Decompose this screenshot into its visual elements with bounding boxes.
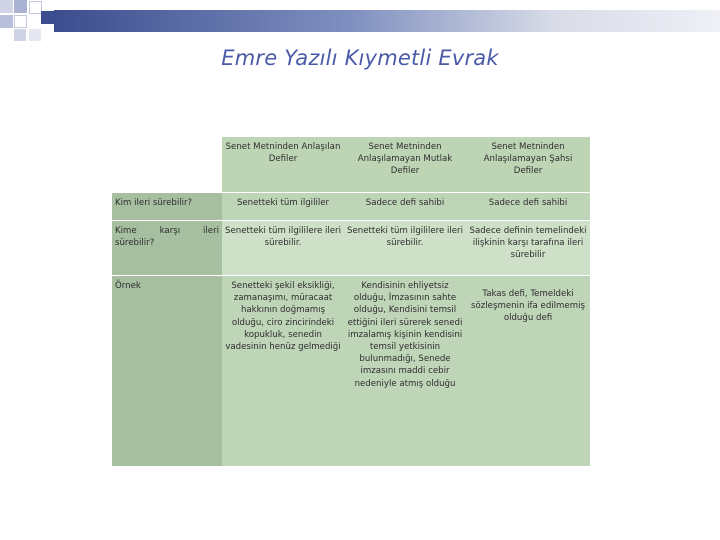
row-label: Kime karşı ileri sürebilir? [112, 221, 222, 276]
table-cell: Sadece definin temelindeki ilişkinin karşı tarafına ileri sürebilir [466, 221, 590, 276]
column-header: Senet Metninden Anlaşılamayan Şahsi Defiler [466, 137, 590, 193]
deco-square [0, 0, 13, 13]
table-cell: Senetteki tüm ilgililer [222, 193, 344, 221]
column-header: Senet Metninden Anlaşılamayan Mutlak Defiler [344, 137, 466, 193]
slide-title: Emre Yazılı Kıymetli Evrak [221, 46, 499, 70]
deco-square [29, 29, 41, 41]
table-cell: Sadece defi sahibi [344, 193, 466, 221]
deco-square [41, 11, 54, 24]
deco-square [14, 0, 27, 13]
table-corner-cell [112, 137, 222, 193]
row-label: Örnek [112, 276, 222, 467]
table-cell: Kendisinin ehliyetsiz olduğu, İmzasının sahte olduğu, Kendisini temsil ettiğini ileri sürerek senedi imzalamış kişinin kendisini temsil yetkisinin bulunmadığı, Senede imzasını maddi cebir nedeniyle atmış olduğu [344, 276, 466, 467]
deco-square [0, 15, 13, 28]
column-header: Senet Metninden Anlaşılan Defiler [222, 137, 344, 193]
comparison-table [112, 137, 590, 467]
header-bar [54, 10, 720, 32]
deco-square [14, 29, 26, 41]
row-label: Kim ileri sürebilir? [112, 193, 222, 221]
table-cell: Senetteki tüm ilgililere ileri sürebilir. [344, 221, 466, 276]
deco-square [14, 15, 27, 28]
table-cell: Senetteki tüm ilgililere ileri sürebilir. [222, 221, 344, 276]
table-cell: Takas defi, Temeldeki sözleşmenin ifa edilmemiş olduğu defi [466, 276, 590, 467]
table-cell: Sadece defi sahibi [466, 193, 590, 221]
table-cell: Senetteki şekil eksikliği, zamanaşımı, müracaat hakkının doğmamış olduğu, ciro zincirindeki kopukluk, senedin vadesinin henüz gelmediği [222, 276, 344, 467]
